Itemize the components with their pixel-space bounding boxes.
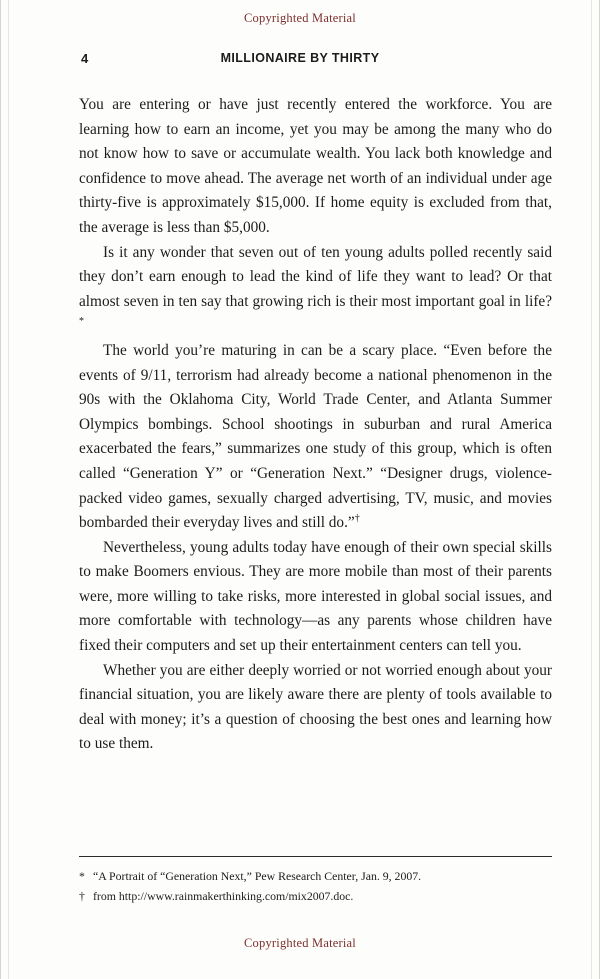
paragraph-4 <box>79 536 552 659</box>
paragraph-text: Nevertheless, young adults today have enough of their own special skills to make Boomers envious. They are more mobile than most of their parents were, more willing to take risks, more interested in global social issues, and more comfortable with technology—as any parents whose children have fixed their computers and set up their entertainment centers can tell you. <box>79 538 552 655</box>
copyright-notice-top: Copyrighted Material <box>244 11 356 25</box>
footnote-text: “A Portrait of “Generation Next,” Pew Research Center, Jan. 9, 2007. <box>93 869 422 883</box>
footnote-2 <box>79 886 552 906</box>
footnote-text: from http://www.rainmakerthinking.com/mix2007.doc. <box>93 889 354 903</box>
footnote-1 <box>79 866 552 886</box>
page-edge-left <box>8 0 9 979</box>
footnote-divider <box>79 856 552 857</box>
paragraph-text: You are entering or have just recently entered the workforce. You are learning how to earn an income, yet you may be among the many who do not know how to save or accumulate wealth. You lack both knowledge and confidence to move ahead. The average net worth of an individual under age thirty-five is approximately $15,000. If home equity is excluded from that, the average is less than $5,000. <box>79 96 552 236</box>
page-number: 4 <box>81 51 89 66</box>
paragraph-text: Is it any wonder that seven out of ten young adults polled recently said they don’t earn enough to lead the kind of life they want to lead? Or that almost seven in ten say that growing rich is their most important goal in life? <box>79 243 552 310</box>
paragraph-text: The world you’re maturing in can be a scary place. “Even before the events of 9/11, terrorism had already become a national phenomenon in the 90s with the Oklahoma City, World Trade Center, and Atlanta Summer Olympics bombings. School shootings in suburban and rural America exacerbated the fears,” summarizes one study of this group, which is often called “Generation Y” or “Generation Next.” “Designer drugs, violence-packed video games, sexually charged advertising, TV, music, and movies bombarded their everyday lives and still do.” <box>79 341 552 532</box>
copyright-notice-bottom: Copyrighted Material <box>244 936 356 950</box>
running-header-title: MILLIONAIRE BY THIRTY <box>220 51 380 65</box>
footnotes <box>79 856 552 906</box>
paragraph-1 <box>79 93 552 241</box>
paragraph-2 <box>79 241 552 339</box>
footnote-marker: * <box>79 869 85 883</box>
page-edge-right <box>591 0 592 979</box>
footnote-marker: † <box>354 513 360 524</box>
paragraph-text: Whether you are either deeply worried or not worried enough about your financial situation, you are likely aware there are plenty of tools available to deal with money; it’s a question of choosing the best ones and learning how to use them. <box>79 661 552 753</box>
running-head <box>1 51 599 69</box>
footnote-marker: * <box>79 316 84 328</box>
paragraph-3 <box>79 339 552 536</box>
body-text <box>79 93 552 757</box>
footnote-marker: † <box>79 889 85 903</box>
paragraph-5 <box>79 659 552 757</box>
